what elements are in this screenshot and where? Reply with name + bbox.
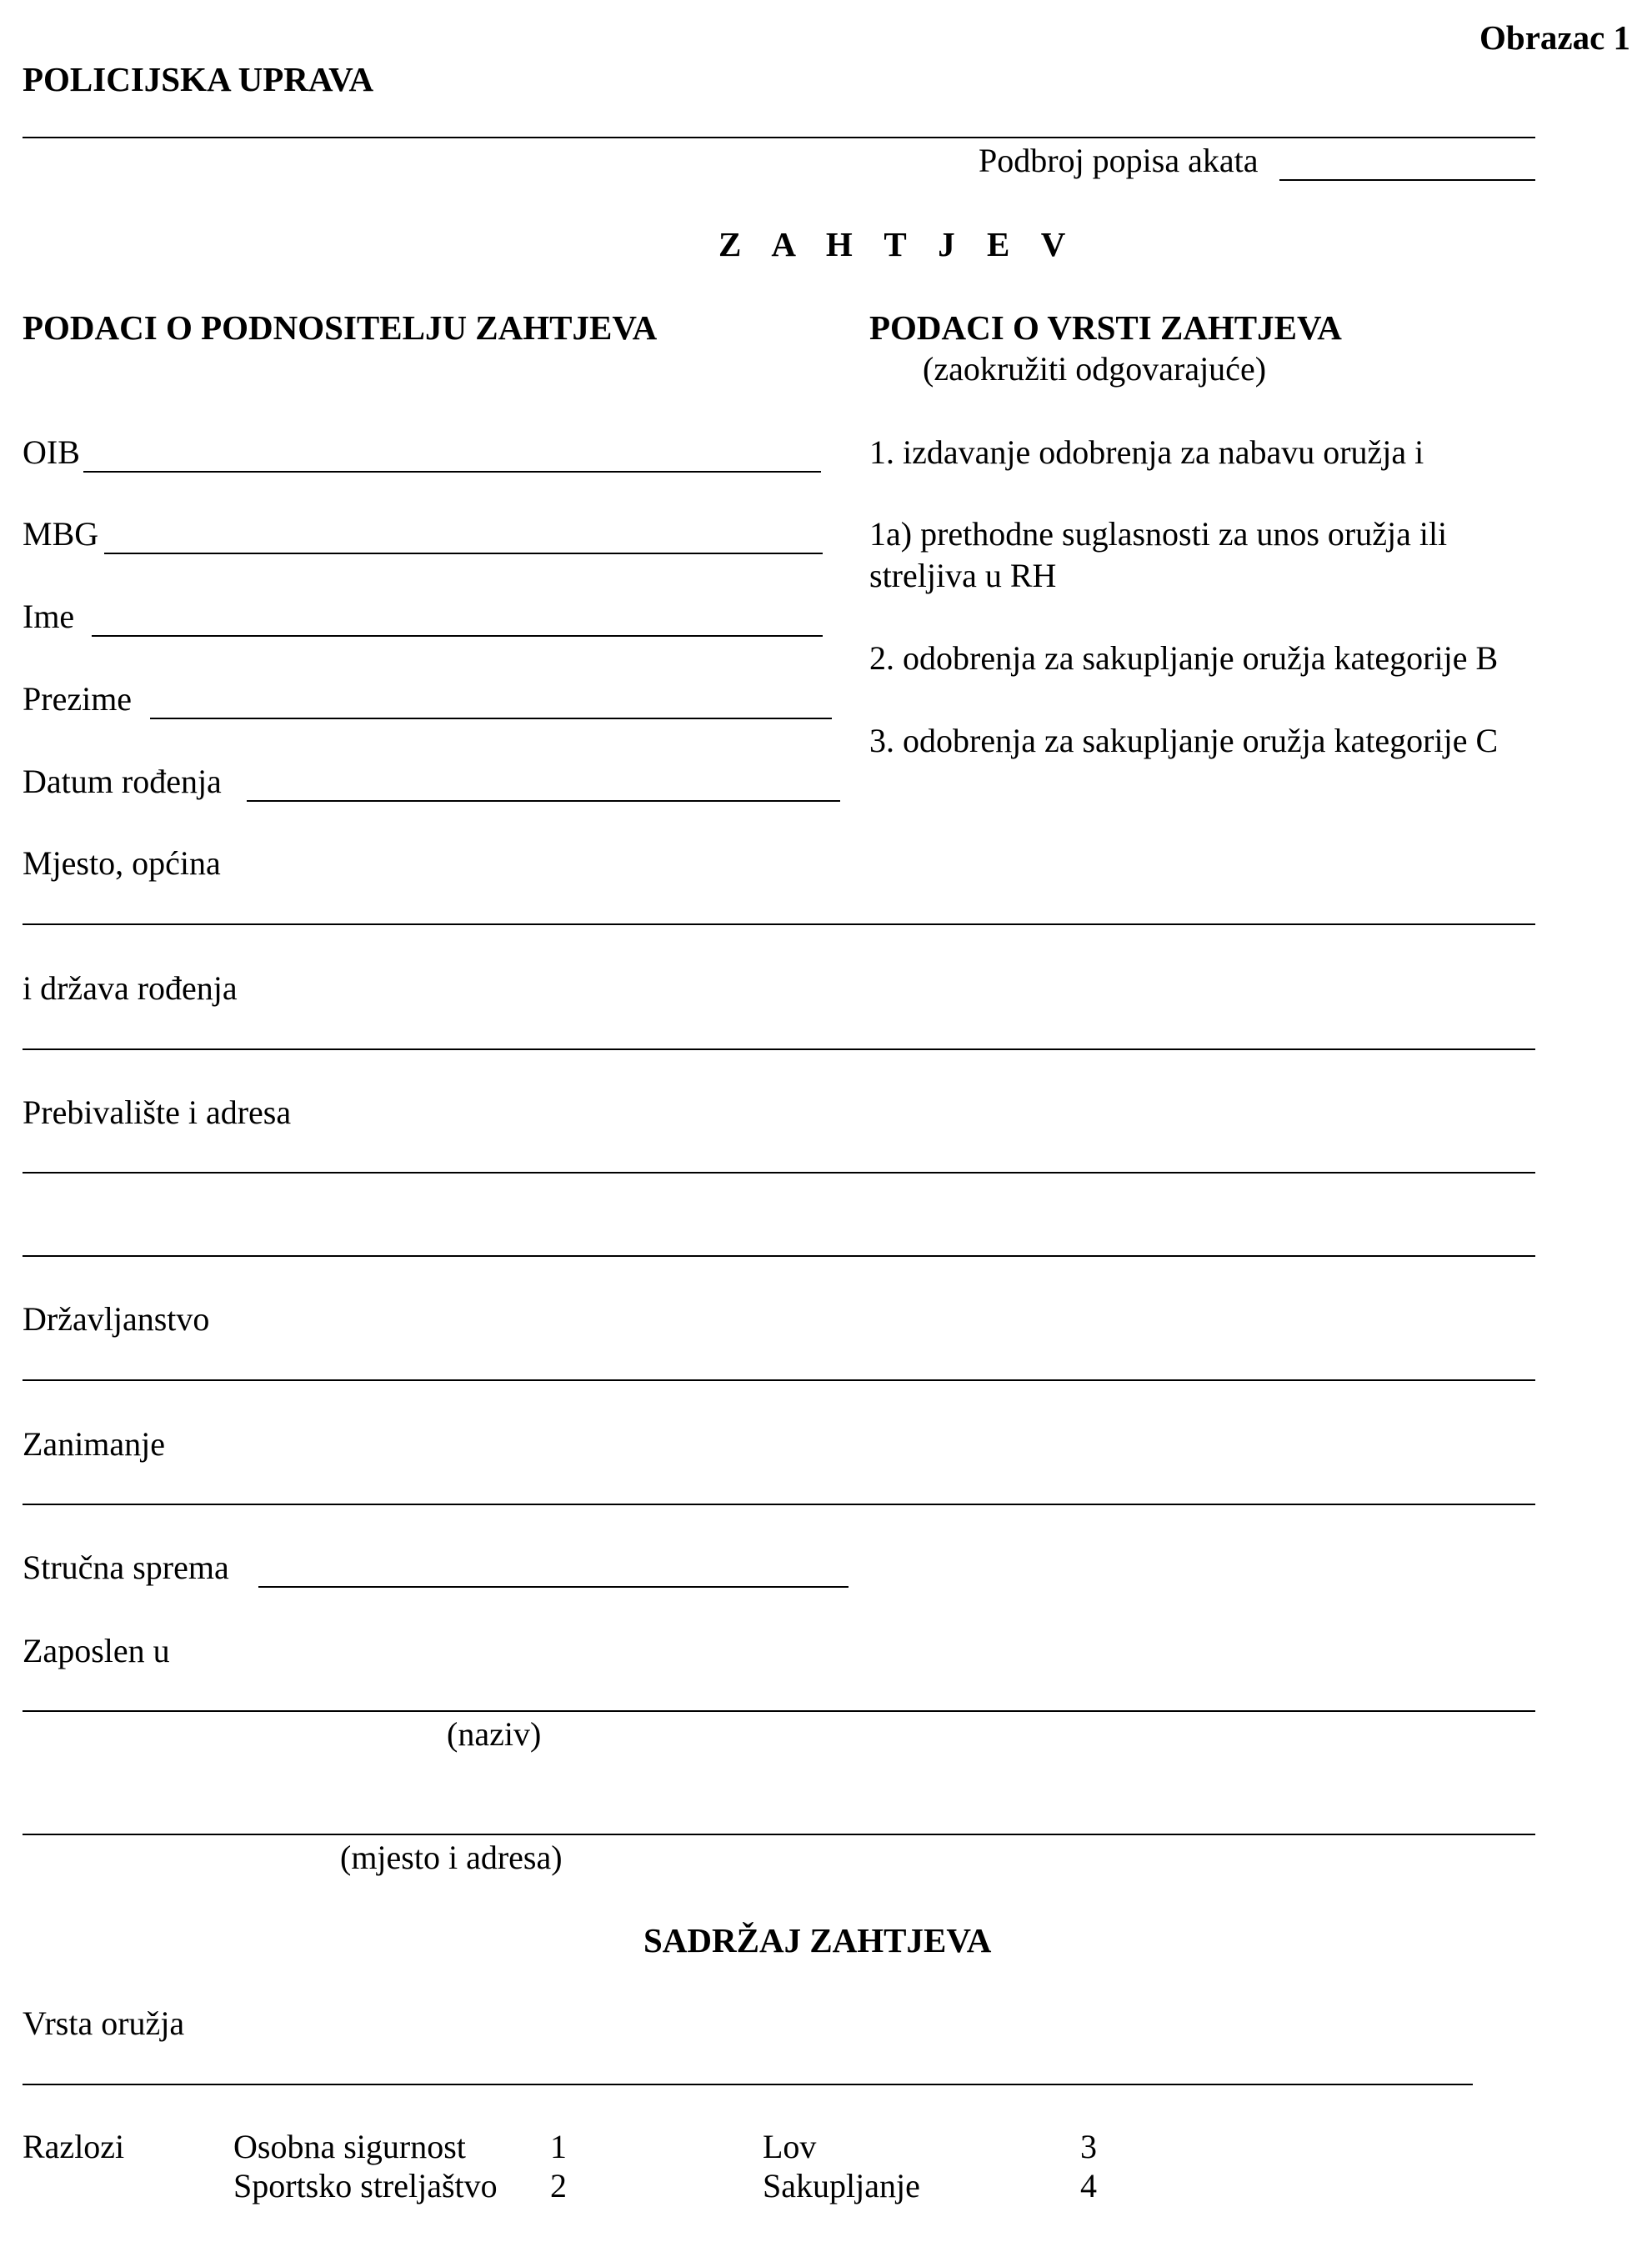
mbg-label: MBG xyxy=(23,515,99,553)
reason-sport-shooting[interactable]: Sportsko streljaštvo xyxy=(233,2167,498,2204)
mbg-field[interactable] xyxy=(104,553,823,554)
occupation-label: Zanimanje xyxy=(23,1425,166,1463)
weapon-type-label: Vrsta oružja xyxy=(23,2004,185,2042)
request-option-1a-cont[interactable]: streljiva u RH xyxy=(869,557,1057,594)
sub-number-label: Podbroj popisa akata xyxy=(979,142,1259,179)
last-name-label: Prezime xyxy=(23,680,133,718)
sub-number-field[interactable] xyxy=(1279,179,1535,181)
content-heading: SADRŽAJ ZAHTJEVA xyxy=(643,1921,992,1959)
education-field[interactable] xyxy=(258,1586,849,1588)
authority-title: POLICIJSKA UPRAVA xyxy=(23,60,374,98)
request-option-2[interactable]: 2. odobrenja za sakupljanje oružja kategorije B xyxy=(869,639,1499,677)
reasons-label: Razlozi xyxy=(23,2128,125,2165)
employed-label: Zaposlen u xyxy=(23,1632,170,1669)
reason-collecting-number[interactable]: 4 xyxy=(1080,2167,1097,2204)
request-option-1a[interactable]: 1a) prethodne suglasnosti za unos oružja ili xyxy=(869,515,1448,553)
first-name-label: Ime xyxy=(23,598,75,635)
residence-label: Prebivalište i adresa xyxy=(23,1093,292,1131)
employer-name-field[interactable] xyxy=(23,1710,1535,1712)
reason-personal-safety[interactable]: Osobna sigurnost xyxy=(233,2128,466,2165)
birth-country-field[interactable] xyxy=(23,1048,1535,1050)
citizenship-field[interactable] xyxy=(23,1379,1535,1381)
request-option-3[interactable]: 3. odobrenja za sakupljanje oružja kategorije C xyxy=(869,722,1499,759)
reason-personal-safety-number[interactable]: 1 xyxy=(550,2128,567,2165)
reason-hunting[interactable]: Lov xyxy=(763,2128,817,2165)
reason-collecting[interactable]: Sakupljanje xyxy=(763,2167,920,2204)
birth-date-field[interactable] xyxy=(247,800,840,802)
oib-label: OIB xyxy=(23,433,80,471)
birth-country-label: i država rođenja xyxy=(23,969,238,1007)
reason-sport-shooting-number[interactable]: 2 xyxy=(550,2167,567,2204)
page-title: Z A H T J E V xyxy=(718,225,1078,263)
employer-name-caption: (naziv) xyxy=(447,1715,542,1753)
request-option-1[interactable]: 1. izdavanje odobrenja za nabavu oružja i xyxy=(869,433,1424,471)
birth-place-field[interactable] xyxy=(23,923,1535,925)
birth-date-label: Datum rođenja xyxy=(23,763,222,800)
oib-field[interactable] xyxy=(83,471,821,473)
weapon-type-field[interactable] xyxy=(23,2084,1473,2085)
citizenship-label: Državljanstvo xyxy=(23,1300,210,1338)
request-type-heading: PODACI O VRSTI ZAHTJEVA xyxy=(869,308,1342,347)
occupation-field[interactable] xyxy=(23,1504,1535,1505)
reason-hunting-number[interactable]: 3 xyxy=(1080,2128,1097,2165)
form-number: Obrazac 1 xyxy=(1479,18,1631,57)
residence-field-2[interactable] xyxy=(23,1255,1535,1257)
request-type-note: (zaokružiti odgovarajuće) xyxy=(923,350,1267,388)
employer-address-field[interactable] xyxy=(23,1834,1535,1835)
education-label: Stručna sprema xyxy=(23,1549,229,1586)
authority-line[interactable] xyxy=(23,137,1535,138)
employer-address-caption: (mjesto i adresa) xyxy=(340,1839,563,1876)
residence-field-1[interactable] xyxy=(23,1172,1535,1174)
applicant-heading: PODACI O PODNOSITELJU ZAHTJEVA xyxy=(23,308,658,347)
first-name-field[interactable] xyxy=(92,635,823,637)
birth-place-label: Mjesto, općina xyxy=(23,844,221,882)
last-name-field[interactable] xyxy=(150,718,832,719)
